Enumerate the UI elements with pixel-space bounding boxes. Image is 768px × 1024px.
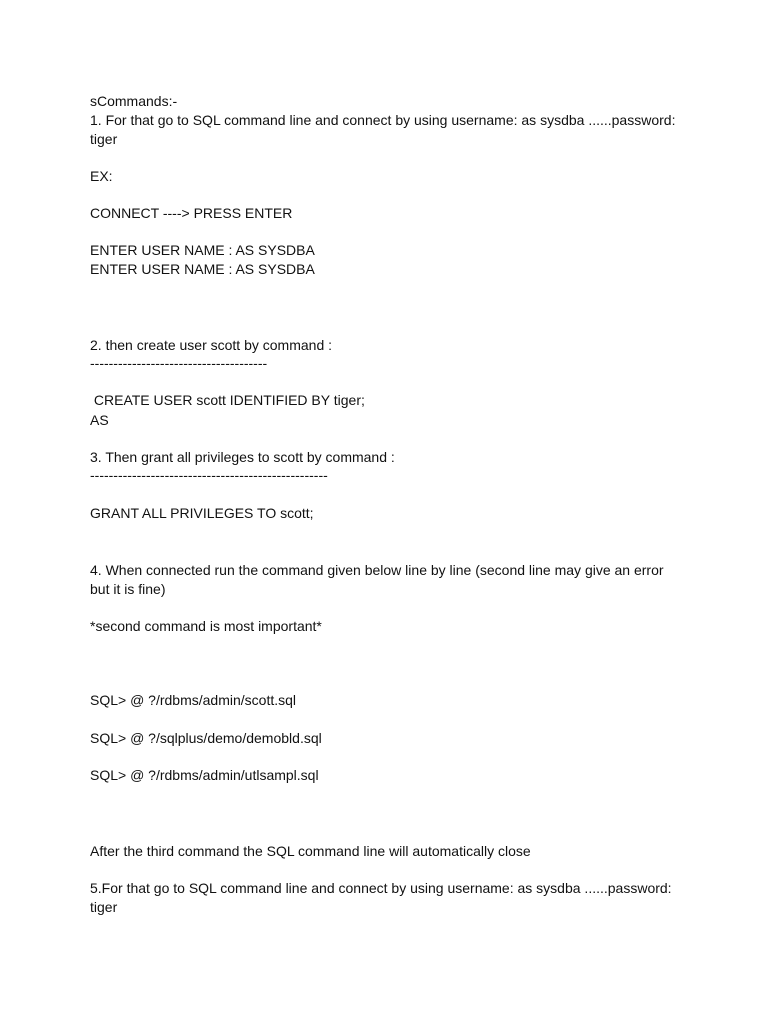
important-note: *second command is most important* [90, 618, 322, 634]
sql-command-1: SQL> @ ?/rdbms/admin/scott.sql [90, 692, 297, 708]
step-2-rule: -------------------------------------- [90, 355, 268, 371]
after-third-command-text: After the third command the SQL command line will automatically close [90, 843, 531, 859]
step-5-text: 5.For that go to SQL command line and connect by using username: as sysdba ......password: tiger [90, 880, 672, 915]
as-line: AS [90, 412, 109, 428]
create-user-command: CREATE USER scott IDENTIFIED BY tiger; [90, 392, 365, 408]
enter-user-line-2: ENTER USER NAME : AS SYSDBA [90, 261, 315, 277]
enter-user-line-1: ENTER USER NAME : AS SYSDBA [90, 242, 315, 258]
sql-command-2: SQL> @ ?/sqlplus/demo/demobld.sql [90, 730, 322, 746]
grant-command: GRANT ALL PRIVILEGES TO scott; [90, 505, 314, 521]
step-1-text: 1. For that go to SQL command line and connect by using username: as sysdba ......password: tiger [90, 112, 676, 147]
step-3-rule: --------------------------------------------------- [90, 467, 328, 483]
example-label: EX: [90, 168, 113, 184]
connect-line: CONNECT ----> PRESS ENTER [90, 205, 293, 221]
sql-command-3: SQL> @ ?/rdbms/admin/utlsampl.sql [90, 767, 319, 783]
step-3-text: 3. Then grant all privileges to scott by command : [90, 449, 395, 465]
step-2-text: 2. then create user scott by command : [90, 337, 333, 353]
step-4-text: 4. When connected run the command given below line by line (second line may give an error but it is fine) [90, 562, 664, 597]
document-heading: sCommands:- [90, 93, 178, 109]
